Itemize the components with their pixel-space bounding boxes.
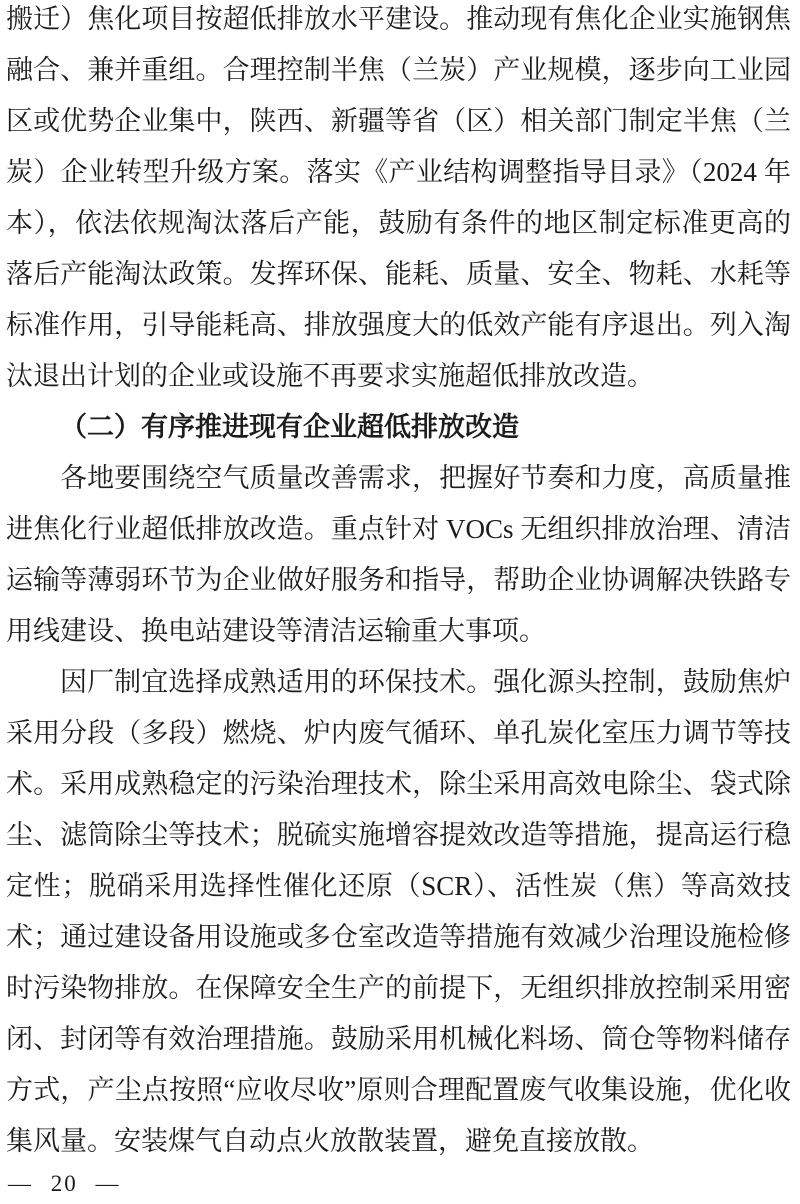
paragraph-technology: 因厂制宜选择成熟适用的环保技术。强化源头控制，鼓励焦炉采用分段（多段）燃烧、炉内废气循环、单孔炭化室压力调节等技术。采用成熟稳定的污染治理技术，除尘采用高效电除尘、袋式除尘、滤筒除尘等技术；脱硫实施增容提效改造等措施，提高运行稳定性；脱硝采用选择性催化还原（SCR）、活性炭（焦）等高效技术；通过建设备用设施或多仓室改造等措施有效减少治理设施检修时污染物排放。在保障安全生产的前提下，无组织排放控制采用密闭、封闭等有效治理措施。鼓励采用机械化料场、筒仓等物料储存方式，产尘点按照“应收尽收”原则合理配置废气收集设施，优化收集风量。安装煤气自动点火放散装置，避免直接放散。 [6,667,791,1156]
paragraph-continuation: 搬迁）焦化项目按超低排放水平建设。推动现有焦化企业实施钢焦融合、兼并重组。合理控制半焦（兰炭）产业规模，逐步向工业园区或优势企业集中，陕西、新疆等省（区）相关部门制定半焦（兰炭）企业转型升级方案。落实《产业结构调整指导目录》（2024 年本），依法依规淘汰落后产能，鼓励有条件的地区制定标准更高的落后产能淘汰政策。发挥环保、能耗、质量、安全、物耗、水耗等标准作用，引导能耗高、排放强度大的低效产能有序退出。列入淘汰退出计划的企业或设施不再要求实施超低排放改造。 [6,4,791,391]
section-heading: （二）有序推进现有企业超低排放改造 [60,412,519,442]
paragraph-guidance: 各地要围绕空气质量改善需求，把握好节奏和力度，高质量推进焦化行业超低排放改造。重点针对 VOCs 无组织排放治理、清洁运输等薄弱环节为企业做好服务和指导，帮助企业协调解决铁路专用线建设、换电站建设等清洁运输重大事项。 [6,463,791,646]
page-number: — 20 — [8,1171,121,1196]
